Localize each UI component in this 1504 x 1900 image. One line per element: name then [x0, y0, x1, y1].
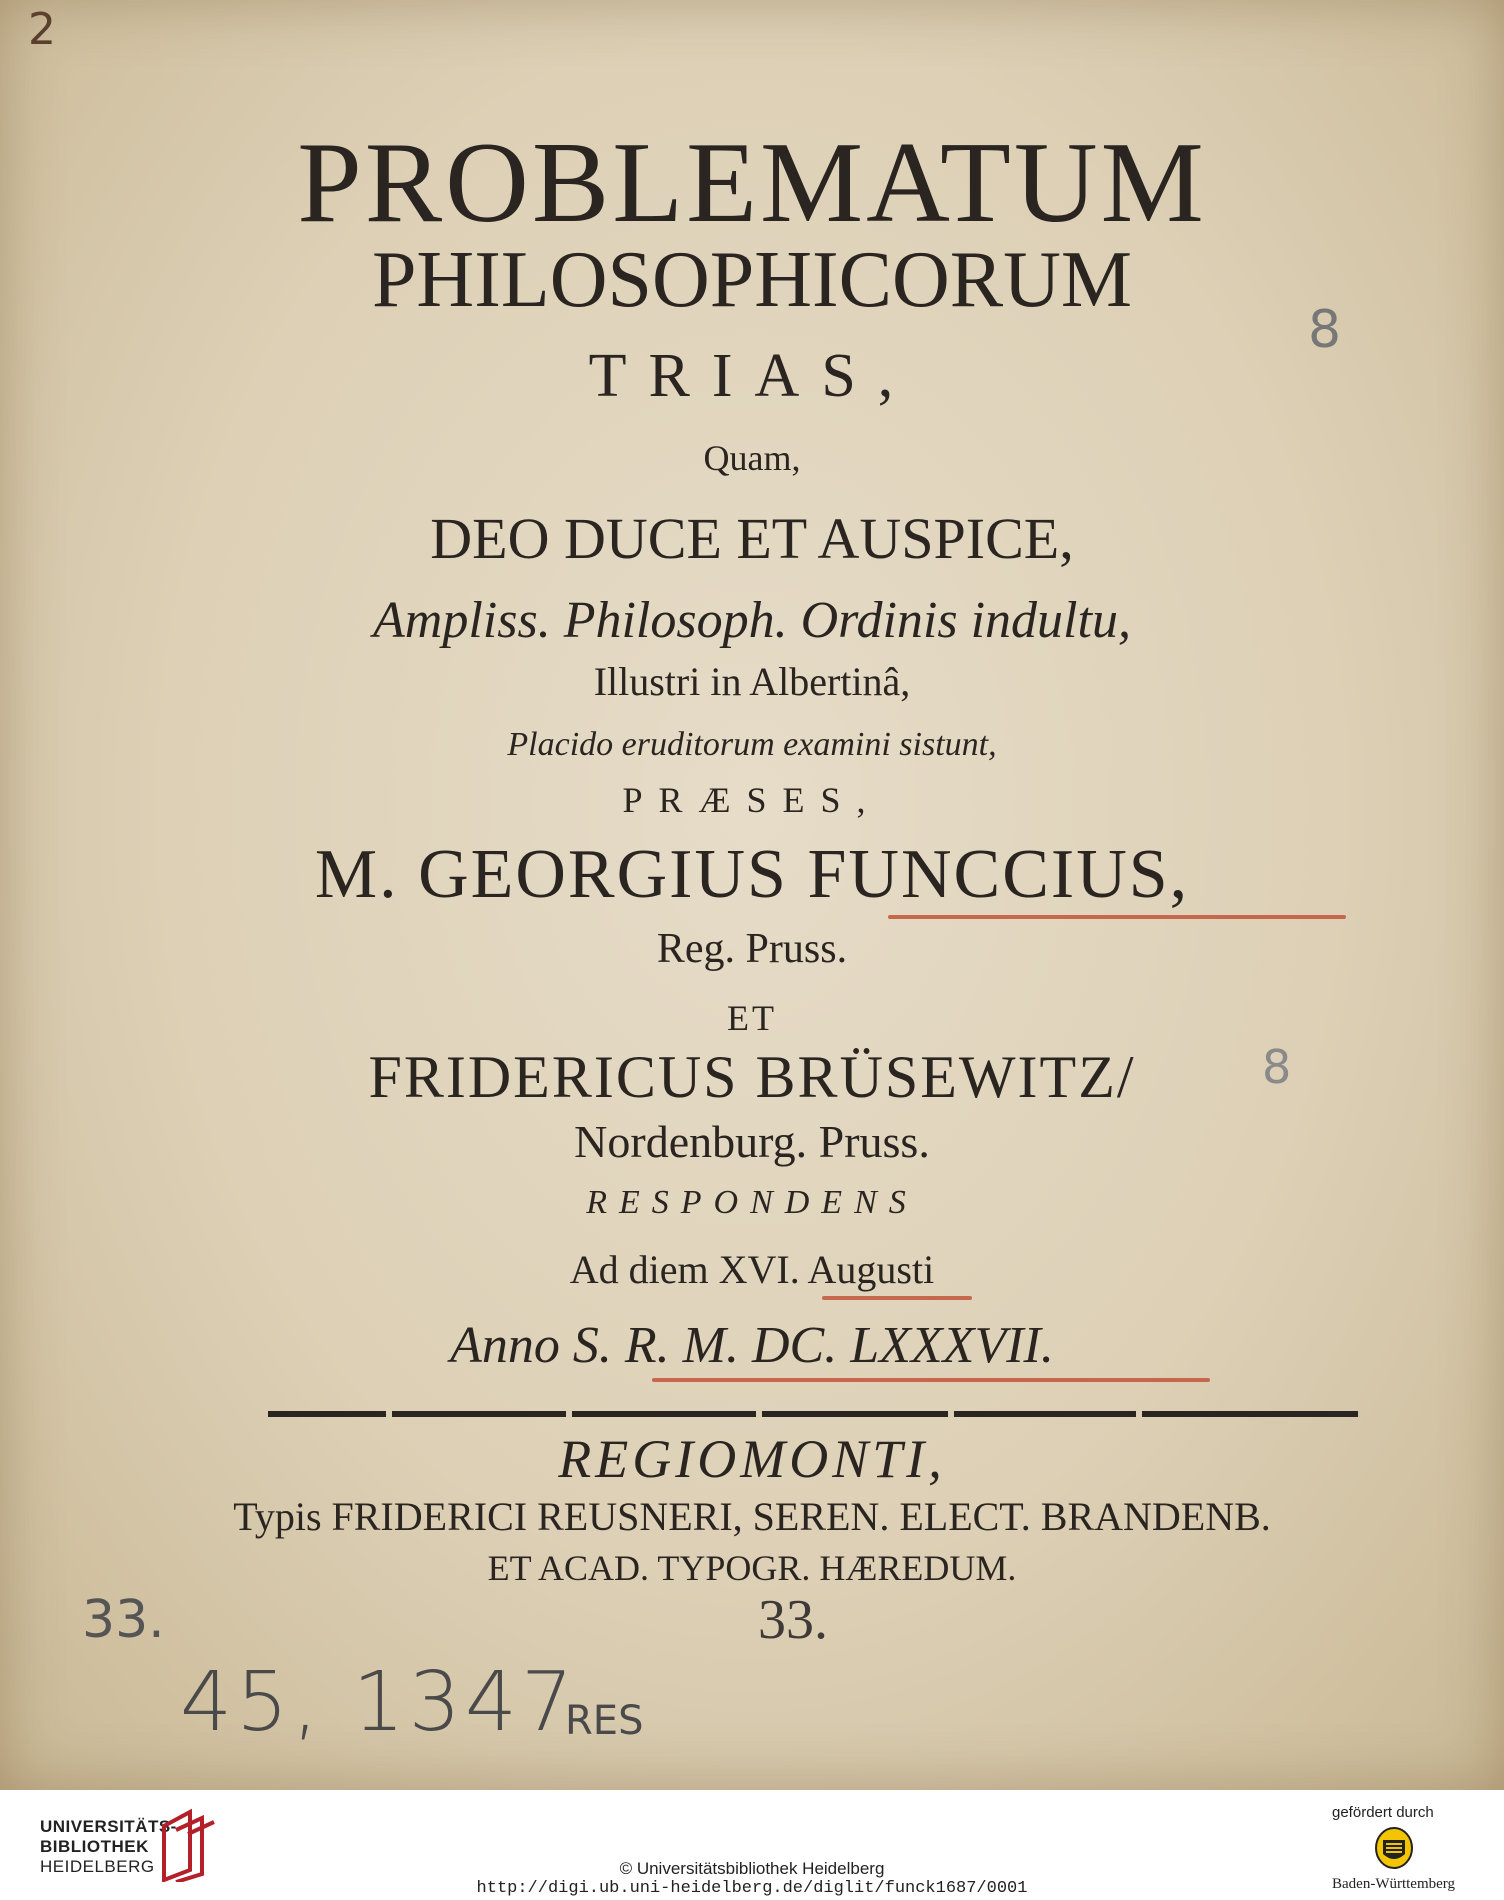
title-line-philosophicorum: PHILOSOPHICORUM: [371, 236, 1133, 324]
title-line-trias: TRIAS,: [588, 342, 916, 410]
handwritten-corner-number: 2: [28, 4, 56, 55]
imprint-printer: Typis FRIDERICI REUSNERI, SEREN. ELECT. BRANDENB.: [233, 1494, 1271, 1539]
year-line: Anno S. R. M. DC. LXXXVII.: [450, 1317, 1054, 1374]
date-line: Ad diem XVI. Augusti: [569, 1247, 935, 1292]
handwritten-33-left: 33.: [82, 1590, 165, 1650]
text-quam: Quam,: [703, 438, 801, 478]
text-albertina: Illustri in Albertinâ,: [593, 659, 911, 704]
handwritten-shelfmark: 45, 1347: [180, 1655, 578, 1750]
imprint-heirs: ET ACAD. TYPOGR. HÆREDUM.: [487, 1548, 1017, 1588]
permalink-url[interactable]: http://digi.ub.uni-heidelberg.de/diglit/funck1687/0001: [476, 1879, 1028, 1898]
library-name-line1: UNIVERSITÄTS-: [40, 1817, 177, 1836]
handwritten-margin-8-mid: 8: [1262, 1040, 1292, 1094]
library-name-line2: BIBLIOTHEK: [40, 1837, 149, 1856]
handwritten-shelfmark-res: RES: [565, 1698, 644, 1744]
horizontal-rule: [268, 1410, 1358, 1418]
text-ordinis-indultu: Ampliss. Philosoph. Ordinis indultu,: [373, 592, 1131, 649]
text-praeses: PRÆSES,: [622, 780, 882, 820]
library-name-line3: HEIDELBERG: [40, 1857, 155, 1876]
title-line-problematum: PROBLEMATUM: [297, 119, 1207, 247]
red-underline-year: [652, 1378, 1210, 1382]
author-origin: Reg. Pruss.: [656, 926, 848, 972]
text-respondens: RESPONDENS: [586, 1184, 918, 1221]
red-underline-date: [822, 1296, 972, 1300]
text-et: ET: [727, 998, 777, 1038]
text-examini-sistunt: Placido eruditorum examini sistunt,: [507, 726, 997, 763]
text-deo-duce: DEO DUCE ET AUSPICE,: [430, 506, 1074, 571]
funder-name: Baden-Württemberg: [1332, 1876, 1456, 1892]
respondent-name: FRIDERICUS BRÜSEWITZ/: [368, 1044, 1136, 1110]
author-name: M. GEORGIUS FUNCCIUS,: [314, 836, 1190, 913]
handwritten-margin-8-top: 8: [1308, 300, 1342, 360]
imprint-place: REGIOMONTI,: [558, 1429, 946, 1489]
copyright-notice: © Universitätsbibliothek Heidelberg: [619, 1859, 885, 1878]
baden-wuerttemberg-crest-icon: [1374, 1826, 1414, 1870]
handwritten-33-center: 33.: [758, 1589, 828, 1651]
red-underline-funccius: [888, 915, 1346, 919]
funded-by-label: gefördert durch: [1332, 1804, 1434, 1821]
respondent-origin: Nordenburg. Pruss.: [574, 1116, 930, 1167]
